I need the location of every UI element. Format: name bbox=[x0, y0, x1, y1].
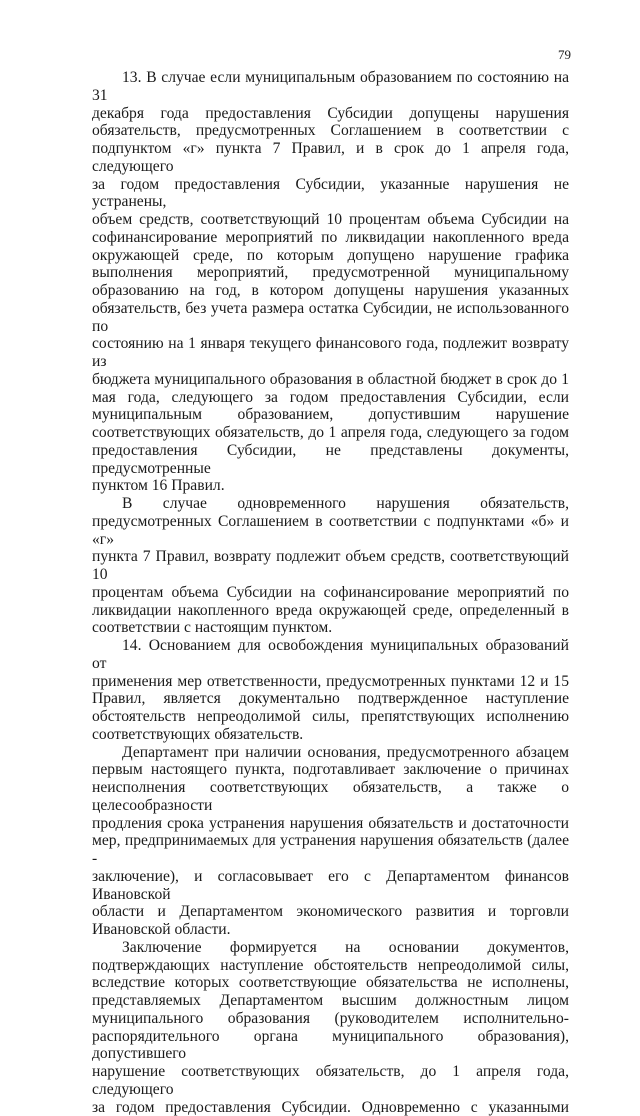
text-line: софинансирование мероприятий по ликвидации накопленного вреда bbox=[92, 229, 569, 247]
text-line: распорядительного органа муниципального образования), допустившего bbox=[92, 1028, 569, 1064]
text-line: области и Департаментом экономического развития и торговли bbox=[92, 903, 569, 921]
text-line: мая года, следующего за годом предоставления Субсидии, если bbox=[92, 389, 569, 407]
text-line: обстоятельств непреодолимой силы, препятствующих исполнению bbox=[92, 708, 569, 726]
text-line: подтверждающих наступление обстоятельств непреодолимой силы, bbox=[92, 957, 569, 975]
paragraph bbox=[92, 495, 569, 637]
text-line: первым настоящего пункта, подготавливает заключение о причинах bbox=[92, 761, 569, 779]
document-body bbox=[92, 69, 569, 1116]
text-line: предоставления Субсидии, не представлены документы, предусмотренные bbox=[92, 442, 569, 478]
text-line: соответствии с настоящим пунктом. bbox=[92, 619, 569, 637]
text-line: декабря года предоставления Субсидии допущены нарушения bbox=[92, 105, 569, 123]
text-line: Заключение формируется на основании документов, bbox=[92, 939, 569, 957]
text-line: нарушение соответствующих обязательств, до 1 апреля года, следующего bbox=[92, 1063, 569, 1099]
text-line: выполнения мероприятий, предусмотренной муниципальному bbox=[92, 264, 569, 282]
text-line: представляемых Департаментом высшим должностным лицом bbox=[92, 992, 569, 1010]
text-line: 13. В случае если муниципальным образованием по состоянию на 31 bbox=[92, 69, 569, 105]
text-line: подпунктом «г» пункта 7 Правил, и в срок до 1 апреля года, следующего bbox=[92, 140, 569, 176]
text-line: муниципальным образованием, допустившим нарушение bbox=[92, 406, 569, 424]
text-line: продления срока устранения нарушения обязательств и достаточности bbox=[92, 815, 569, 833]
text-line: неисполнения соответствующих обязательств, а также о целесообразности bbox=[92, 779, 569, 815]
text-line: Ивановской области. bbox=[92, 921, 569, 939]
text-line: соответствующих обязательств. bbox=[92, 726, 569, 744]
text-line: образованию на год, в котором допущены нарушения указанных bbox=[92, 282, 569, 300]
text-line: соответствующих обязательств, до 1 апреля года, следующего за годом bbox=[92, 424, 569, 442]
text-line: пункта 7 Правил, возврату подлежит объем средств, соответствующий 10 bbox=[92, 548, 569, 584]
text-line: мер, предпринимаемых для устранения нарушения обязательств (далее - bbox=[92, 832, 569, 868]
paragraph bbox=[92, 637, 569, 744]
text-line: 14. Основанием для освобождения муниципальных образований от bbox=[92, 637, 569, 673]
text-line: заключение), и согласовывает его с Департаментом финансов Ивановской bbox=[92, 868, 569, 904]
text-line: процентам объема Субсидии на софинансирование мероприятий по bbox=[92, 584, 569, 602]
text-line: обязательств, без учета размера остатка Субсидии, не использованного по bbox=[92, 300, 569, 336]
text-line: применения мер ответственности, предусмотренных пунктами 12 и 15 bbox=[92, 673, 569, 691]
paragraph bbox=[92, 69, 569, 495]
page-number: 79 bbox=[558, 46, 571, 64]
text-line: пунктом 16 Правил. bbox=[92, 477, 569, 495]
text-line: за годом предоставления Субсидии, указанные нарушения не устранены, bbox=[92, 176, 569, 212]
text-line: муниципального образования (руководителем исполнительно- bbox=[92, 1010, 569, 1028]
text-line: ликвидации накопленного вреда окружающей среде, определенный в bbox=[92, 602, 569, 620]
text-line: за годом предоставления Субсидии. Одновременно с указанными bbox=[92, 1099, 569, 1116]
text-line: окружающей среде, по которым допущено нарушение графика bbox=[92, 247, 569, 265]
text-line: бюджета муниципального образования в областной бюджет в срок до 1 bbox=[92, 371, 569, 389]
text-line: обязательств, предусмотренных Соглашением в соответствии с bbox=[92, 122, 569, 140]
text-line: предусмотренных Соглашением в соответствии с подпунктами «б» и «г» bbox=[92, 513, 569, 549]
text-line: Департамент при наличии основания, предусмотренного абзацем bbox=[92, 744, 569, 762]
text-line: объем средств, соответствующий 10 процентам объема Субсидии на bbox=[92, 211, 569, 229]
text-line: В случае одновременного нарушения обязательств, bbox=[92, 495, 569, 513]
text-line: вследствие которых соответствующие обязательства не исполнены, bbox=[92, 974, 569, 992]
paragraph bbox=[92, 744, 569, 939]
text-line: состоянию на 1 января текущего финансового года, подлежит возврату из bbox=[92, 335, 569, 371]
text-line: Правил, является документально подтвержденное наступление bbox=[92, 690, 569, 708]
paragraph bbox=[92, 939, 569, 1116]
